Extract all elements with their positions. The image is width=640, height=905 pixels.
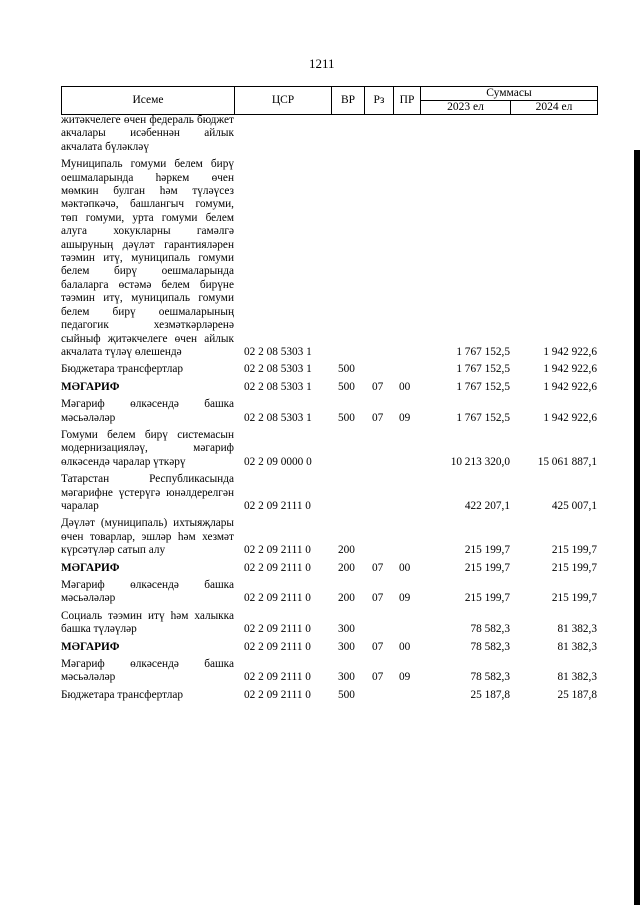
row-csr: 02 2 08 5303 1	[244, 363, 312, 376]
row-name: Дәүләт (муниципаль) ихтыяҗлары өчен товарлар, эшләр һәм хезмәт күрсәтүләр сатып алу	[61, 517, 234, 557]
row-name: Социаль тәэмин итү һәм халыкка башка түләүләр	[61, 609, 234, 636]
row-csr: 02 2 09 0000 0	[244, 455, 312, 468]
row-amount-2024: 81 382,3	[557, 671, 597, 684]
row-amount-2023: 1 767 152,5	[456, 345, 510, 358]
row-amount-2024: 1 942 922,6	[543, 345, 597, 358]
row-amount-2024: 1 942 922,6	[543, 363, 597, 376]
row-csr: 02 2 09 2111 0	[244, 671, 311, 684]
row-amount-2024: 215 199,7	[551, 592, 597, 605]
row-vr: 200	[338, 544, 355, 557]
row-name: Мәгариф өлкәсендә башка мәсьәләләр	[61, 398, 234, 424]
row-name: МӘГАРИФ	[61, 640, 120, 653]
row-vr: 200	[338, 592, 355, 605]
table-row	[61, 473, 597, 513]
table-row	[61, 363, 597, 376]
row-csr: 02 2 08 5303 1	[244, 380, 312, 393]
row-csr: 02 2 08 5303 1	[244, 411, 312, 424]
header-rz: Рз	[365, 87, 394, 115]
table-row	[61, 689, 597, 702]
header-year-2024: 2024 ел	[511, 101, 598, 115]
row-csr: 02 2 09 2111 0	[244, 688, 311, 701]
row-name: Бюджетара трансфертлар	[61, 688, 184, 701]
table-row	[61, 114, 597, 154]
row-csr: 02 2 08 5303 1	[244, 345, 312, 358]
table-row	[61, 381, 597, 394]
table-row	[61, 579, 597, 606]
row-vr: 200	[338, 561, 355, 574]
row-pr: 00	[399, 640, 411, 653]
row-name: Муниципаль гомуми белем бирү оешмаларында һәркем өчен мөмкин булган һәм түләүсез мәктәпкәчә, башлангыч гомуми, төп гомуми, урта гомуми белем алуга хокукларны гамәлгә ашыруның дәүләт гарантияләрен тәэмин итү, муниципаль гомуми белем бирү оешмаларында балаларга өстәмә белем бирүне тәэмин итү, муниципаль гомуми белем бирү оешмаларының педагогик хезмәткәрләренә сыйныф җитәкчелеге өчен айлык акчалата түләү өлешендә	[61, 158, 234, 358]
row-name: житәкчелеге өчен федераль бюджет акчалары исәбеннән айлык акчалата бүләкләү	[61, 114, 234, 153]
scan-edge	[634, 150, 640, 905]
row-amount-2023: 422 207,1	[464, 499, 510, 512]
row-amount-2024: 425 007,1	[551, 499, 597, 512]
row-rz: 07	[372, 671, 384, 684]
row-rz: 07	[372, 380, 384, 393]
row-amount-2024: 215 199,7	[551, 561, 597, 574]
table-row	[61, 398, 597, 425]
row-rz: 07	[372, 411, 384, 424]
row-vr: 300	[338, 640, 355, 653]
row-name: Мәгариф өлкәсендә башка мәсьәләләр	[61, 658, 234, 684]
row-csr: 02 2 09 2111 0	[244, 623, 311, 636]
row-csr: 02 2 09 2111 0	[244, 499, 311, 512]
row-name: Татарстан Республикасында мәгарифне үстерүгә юнәлдерелгән чаралар	[61, 473, 234, 512]
row-amount-2023: 1 767 152,5	[456, 411, 510, 424]
row-amount-2023: 215 199,7	[464, 592, 510, 605]
row-amount-2023: 215 199,7	[464, 544, 510, 557]
row-amount-2023: 215 199,7	[464, 561, 510, 574]
header-name: Исеме	[62, 87, 235, 115]
row-pr: 09	[399, 411, 411, 424]
row-name: Гомуми белем бирү системасын модернизацияләү, мәгариф өлкәсендә чаралар үткәрү	[61, 428, 234, 468]
row-amount-2024: 1 942 922,6	[543, 380, 597, 393]
row-csr: 02 2 09 2111 0	[244, 561, 311, 574]
row-amount-2024: 1 942 922,6	[543, 411, 597, 424]
row-csr: 02 2 09 2111 0	[244, 544, 311, 557]
row-csr: 02 2 09 2111 0	[244, 592, 311, 605]
row-vr: 300	[338, 623, 355, 636]
table-body	[61, 114, 597, 706]
table-row	[61, 562, 597, 575]
table-row	[61, 158, 597, 359]
row-amount-2024: 25 187,8	[557, 688, 597, 701]
row-amount-2023: 10 213 320,0	[450, 455, 510, 468]
row-name: Бюджетара трансфертлар	[61, 363, 184, 376]
row-pr: 00	[399, 380, 411, 393]
row-name: МӘГАРИФ	[61, 380, 120, 393]
page-number-text: 1211	[309, 56, 335, 71]
row-rz: 07	[372, 640, 384, 653]
table-row	[61, 610, 597, 637]
row-amount-2023: 78 582,3	[470, 640, 510, 653]
row-rz: 07	[372, 561, 384, 574]
row-rz: 07	[372, 592, 384, 605]
row-vr: 500	[338, 411, 355, 424]
row-amount-2023: 1 767 152,5	[456, 380, 510, 393]
table-row	[61, 429, 597, 469]
row-vr: 500	[338, 688, 355, 701]
row-amount-2024: 81 382,3	[557, 623, 597, 636]
header-vr: ВР	[332, 87, 365, 115]
row-name: Мәгариф өлкәсендә башка мәсьәләләр	[61, 579, 234, 605]
row-csr: 02 2 09 2111 0	[244, 640, 311, 653]
row-vr: 500	[338, 363, 355, 376]
header-pr: ПР	[394, 87, 421, 115]
row-amount-2023: 78 582,3	[470, 671, 510, 684]
row-pr: 09	[399, 592, 411, 605]
table-header	[61, 86, 598, 115]
row-amount-2024: 81 382,3	[557, 640, 597, 653]
row-amount-2023: 1 767 152,5	[456, 363, 510, 376]
row-vr: 500	[338, 380, 355, 393]
row-vr: 300	[338, 671, 355, 684]
table-row	[61, 658, 597, 685]
header-year-2023: 2023 ел	[421, 101, 511, 115]
row-name: МӘГАРИФ	[61, 561, 120, 574]
header-sums: Суммасы	[421, 87, 598, 101]
table-row	[61, 641, 597, 654]
row-pr: 00	[399, 561, 411, 574]
row-amount-2023: 25 187,8	[470, 688, 510, 701]
table-row	[61, 517, 597, 557]
row-amount-2024: 215 199,7	[551, 544, 597, 557]
row-pr: 09	[399, 671, 411, 684]
header-csr: ЦСР	[235, 87, 332, 115]
row-amount-2023: 78 582,3	[470, 623, 510, 636]
row-amount-2024: 15 061 887,1	[537, 455, 597, 468]
